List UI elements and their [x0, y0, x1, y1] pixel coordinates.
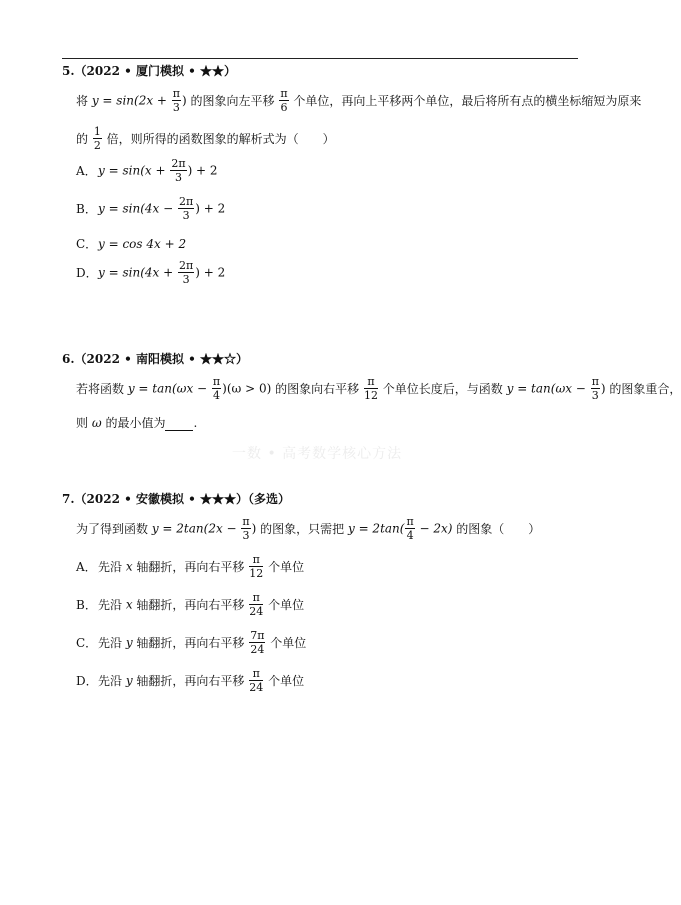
- text: 个单位长度后，与函数: [378, 382, 507, 396]
- text: 先沿: [98, 674, 126, 688]
- denominator: 3: [174, 171, 182, 184]
- text: 个单位，再向上平移两个单位，最后将所有点的横坐标缩短为原来: [289, 94, 642, 108]
- equation-end: ) + 2: [195, 201, 226, 216]
- numerator: 7π: [250, 629, 265, 642]
- text: 个单位: [264, 598, 305, 612]
- denominator: 3: [182, 273, 190, 286]
- axis-symbol: y: [125, 673, 133, 688]
- text: 个单位: [266, 636, 307, 650]
- equation-end: ): [182, 93, 187, 108]
- option-label: C．: [76, 636, 98, 650]
- equation: y = 2tan(2x −: [151, 521, 241, 536]
- question-7-stem-line-1: [76, 516, 540, 541]
- fraction: [172, 88, 181, 113]
- option-label: D．: [76, 674, 98, 688]
- fraction: [249, 554, 263, 579]
- text: 个单位: [264, 560, 305, 574]
- omega-symbol: ω: [91, 416, 102, 430]
- fraction: [241, 516, 250, 541]
- equation-end: )(ω > 0): [222, 381, 272, 396]
- text: 的: [76, 132, 92, 146]
- question-6-stem-line-2: [76, 414, 197, 431]
- fraction: [212, 376, 221, 401]
- text: 的最小值为: [101, 416, 166, 430]
- text: 先沿: [98, 598, 126, 612]
- equation-end: ) + 2: [195, 265, 226, 280]
- top-rule: [62, 58, 578, 59]
- text: 则: [76, 416, 92, 430]
- question-7-option-d[interactable]: [76, 668, 304, 693]
- equation: y = tan(ωx −: [506, 381, 590, 396]
- text: 轴翻折，再向右平移: [132, 598, 249, 612]
- axis-symbol: x: [125, 597, 133, 612]
- text: 将: [76, 94, 92, 108]
- question-6: [62, 350, 681, 430]
- question-5-option-c[interactable]: [76, 235, 186, 252]
- numerator: π: [242, 515, 250, 528]
- text: 轴翻折，再向右平移: [132, 636, 249, 650]
- fraction: [178, 260, 194, 285]
- equation: y = sin(4x +: [98, 265, 177, 280]
- equation: y = cos 4x + 2: [98, 237, 187, 251]
- fraction: [591, 376, 600, 401]
- option-label: C．: [76, 237, 98, 251]
- denominator: 24: [249, 605, 264, 618]
- question-7-option-a[interactable]: [76, 554, 304, 579]
- fraction: [364, 376, 378, 401]
- equation: y = sin(2x +: [91, 93, 171, 108]
- fraction: [249, 668, 263, 693]
- text: 先沿: [98, 560, 126, 574]
- equation-end: − 2x): [415, 521, 453, 536]
- text: 倍，则所得的函数图象的解析式为（ ）: [102, 132, 335, 146]
- denominator: 2: [93, 139, 101, 152]
- numerator: π: [364, 376, 378, 389]
- question-5-stem-line-2: [76, 126, 335, 151]
- question-7-option-c[interactable]: [76, 630, 306, 655]
- question-6-stem-line-1: [76, 376, 681, 401]
- option-label: D．: [76, 266, 98, 280]
- text: 先沿: [98, 636, 126, 650]
- denominator: 24: [249, 681, 264, 694]
- text: 为了得到函数: [76, 522, 152, 536]
- axis-symbol: y: [125, 635, 133, 650]
- numerator: π: [172, 87, 181, 100]
- answer-blank[interactable]: [165, 418, 193, 431]
- fraction: [178, 196, 194, 221]
- denominator: 4: [213, 389, 221, 402]
- watermark: 一数 • 高考数学核心方法: [232, 446, 403, 462]
- fraction: [279, 88, 288, 113]
- denominator: 12: [363, 389, 378, 402]
- question-6-header: 6.（2022 • 南阳模拟 • ★★☆）: [62, 352, 248, 366]
- numerator: π: [280, 87, 288, 100]
- question-5-stem-line-1: [76, 88, 641, 113]
- denominator: 3: [182, 209, 190, 222]
- denominator: 24: [250, 643, 265, 656]
- question-5-header: 5.（2022 • 厦门模拟 • ★★）: [62, 64, 236, 78]
- denominator: 3: [591, 389, 599, 402]
- denominator: 3: [242, 529, 250, 542]
- text: 的图象，只需把: [256, 522, 348, 536]
- numerator: π: [591, 375, 599, 388]
- equation-end: ) + 2: [187, 163, 218, 178]
- denominator: 6: [280, 101, 288, 114]
- option-label: B．: [76, 598, 97, 612]
- denominator: 3: [172, 101, 180, 114]
- equation: y = tan(ωx −: [127, 381, 211, 396]
- question-5-option-d[interactable]: [76, 260, 225, 285]
- equation-end: ): [600, 381, 606, 396]
- equation: y = 2tan(: [347, 521, 405, 536]
- option-label: B．: [76, 202, 97, 216]
- text: 的图象重合，: [605, 382, 681, 396]
- numerator: π: [212, 375, 221, 388]
- question-5-option-b[interactable]: [76, 196, 225, 221]
- numerator: 2π: [178, 195, 194, 208]
- fraction: [93, 126, 102, 151]
- equation: y = sin(x +: [98, 163, 170, 178]
- numerator: π: [249, 554, 263, 567]
- equation-end: ): [251, 521, 257, 536]
- text: 个单位: [264, 674, 305, 688]
- equation: y = sin(4x −: [98, 201, 177, 216]
- text: 的图象向左平移: [186, 94, 279, 108]
- numerator: π: [249, 668, 263, 681]
- question-7-header: 7.（2022 • 安徽模拟 • ★★★）（多选）: [62, 492, 290, 506]
- fraction: [249, 630, 265, 655]
- fraction: [249, 592, 263, 617]
- denominator: 4: [406, 529, 414, 542]
- fraction: [170, 158, 186, 183]
- numerator: 2π: [178, 259, 194, 272]
- text: 的图象向右平移: [271, 382, 363, 396]
- axis-symbol: x: [125, 559, 133, 574]
- text: 轴翻折，再向右平移: [132, 560, 249, 574]
- text: 若将函数: [76, 382, 128, 396]
- text: .: [193, 416, 198, 430]
- option-label: A．: [76, 164, 97, 178]
- numerator: 2π: [171, 157, 186, 170]
- question-7-option-b[interactable]: [76, 592, 304, 617]
- text: 轴翻折，再向右平移: [132, 674, 249, 688]
- fraction: [405, 516, 414, 541]
- text: 的图象（ ）: [452, 522, 541, 536]
- numerator: π: [249, 592, 263, 605]
- denominator: 12: [249, 567, 264, 580]
- option-label: A．: [76, 560, 97, 574]
- question-5-option-a[interactable]: [76, 158, 218, 183]
- numerator: π: [406, 515, 414, 528]
- numerator: 1: [93, 125, 101, 138]
